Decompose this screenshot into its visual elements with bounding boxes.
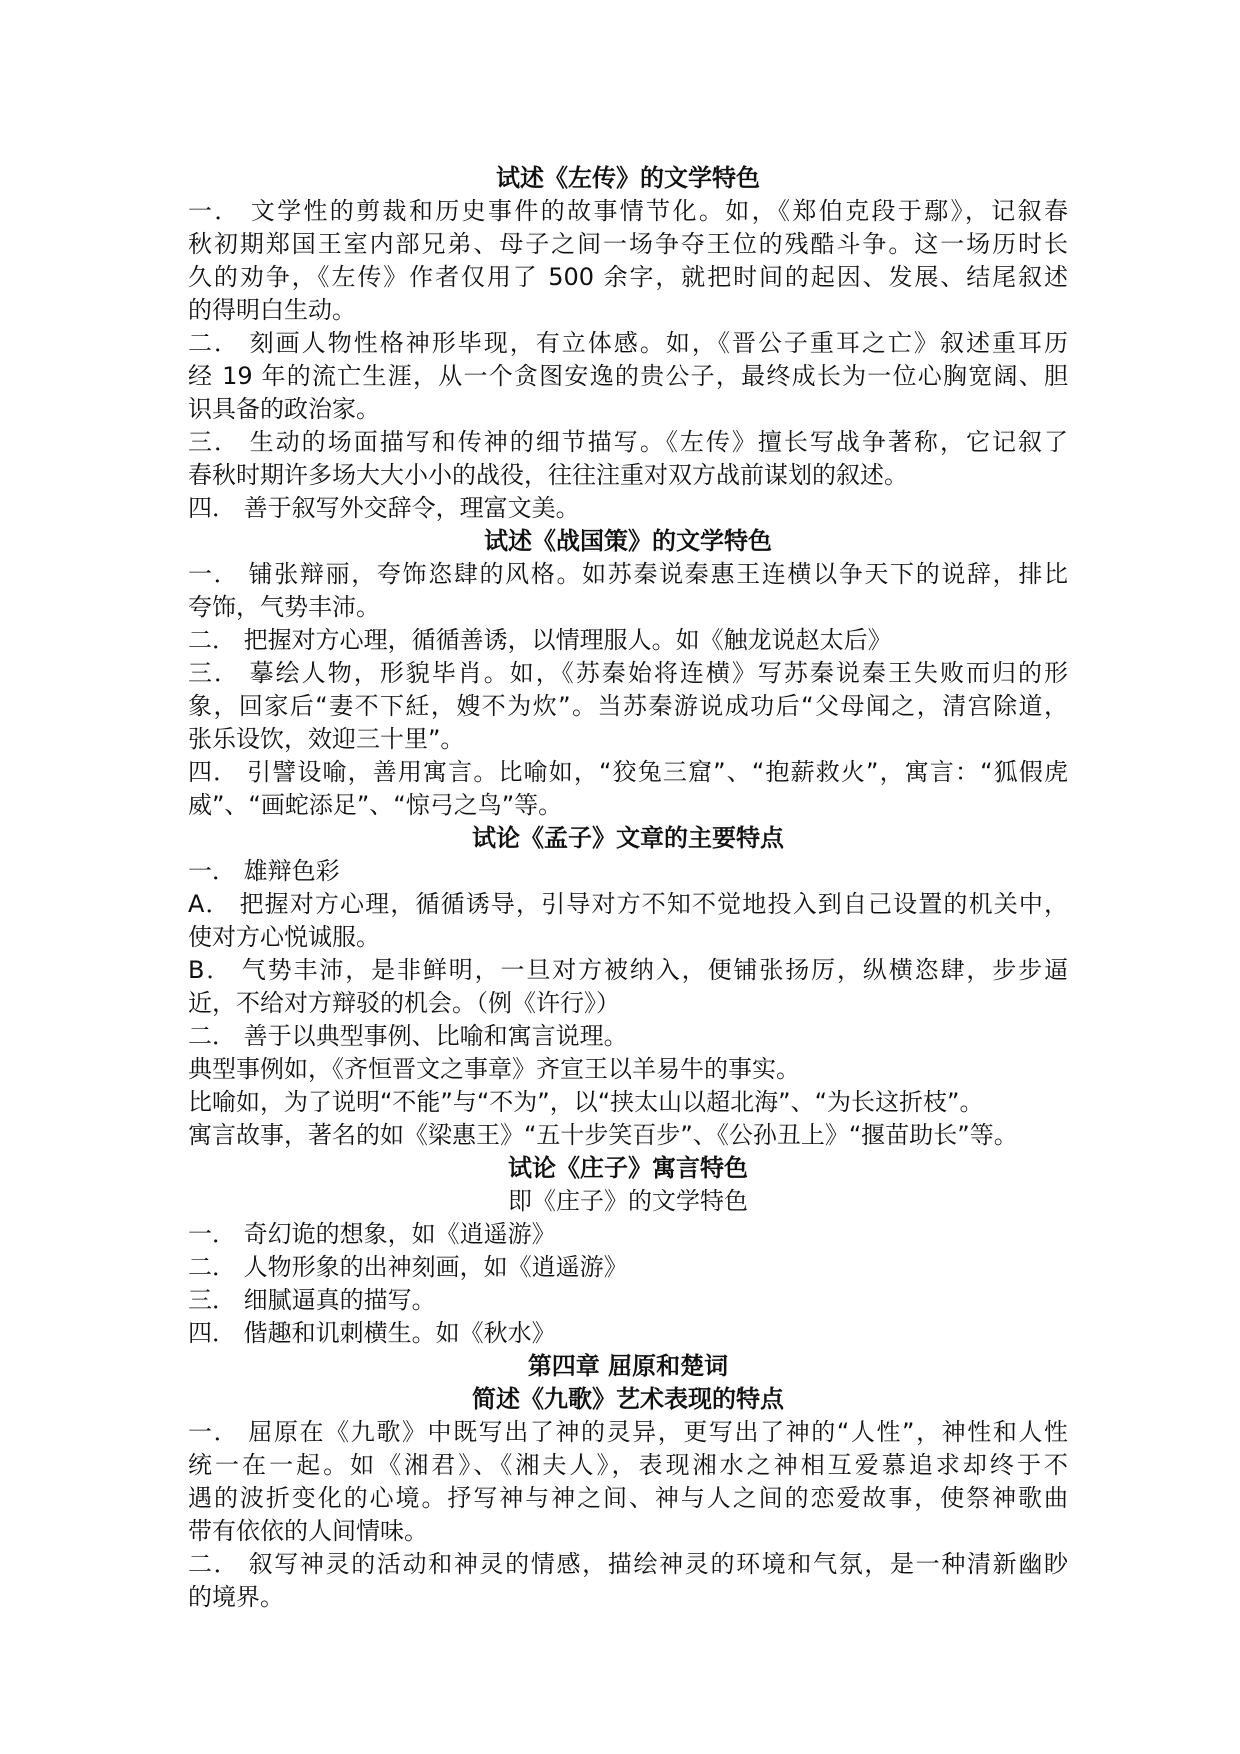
section-title: 试论《孟子》文章的主要特点 (472, 824, 784, 852)
text-line: 寓言故事，著名的如《梁惠王》“五十步笑百步”、《公孙丑上》“揠苗助长”等。 (188, 1121, 1018, 1149)
text-line: 二． 善于以典型事例、比喻和寓言说理。 (188, 1022, 628, 1050)
text-line: 近，不给对方辩驳的机会。（例《许行》） (188, 989, 620, 1017)
text-line: 一． 雄辩色彩 (188, 857, 340, 885)
text-line: 比喻如，为了说明“不能”与“不为”，以“挟太山以超北海”、“为长这折枝”。 (188, 1088, 984, 1116)
text-line: 的境界。 (188, 1583, 284, 1611)
text-line: 的得明白生动。 (188, 296, 356, 324)
chapter-title: 第四章 屈原和楚词 (527, 1352, 729, 1380)
text-line: 张乐设饮，效迎三十里”。 (188, 725, 465, 753)
text-line: 夸饰，气势丰沛。 (188, 593, 380, 621)
chapter-heading (188, 1350, 1068, 1383)
section-title: 试述《战国策》的文学特色 (484, 527, 772, 555)
text-line: 三． 生动的场面描写和传神的细节描写。《左传》擅长写战争著称，它记叙了 (188, 428, 1068, 456)
text-line: 秋初期郑国王室内部兄弟、母子之间一场争夺王位的残酷斗争。这一场历时长 (188, 230, 1068, 258)
text-line: 威”、“画蛇添足”、“惊弓之鸟”等。 (188, 791, 563, 819)
document-page (188, 162, 1068, 1614)
section-subtitle: 即《庄子》的文学特色 (508, 1187, 748, 1215)
section-zuozhuan (188, 162, 1068, 525)
section-jiuge (188, 1383, 1068, 1614)
text-line: 带有依依的人间情味。 (188, 1517, 428, 1545)
text-line: 四． 善于叙写外交辞令，理富文美。 (188, 494, 580, 522)
text-line: 一． 屈原在《九歌》中既写出了神的灵异，更写出了神的“人性”，神性和人性 (188, 1418, 1068, 1446)
text-line: 使对方心悦诚服。 (188, 923, 380, 951)
text-line: 二． 刻画人物性格神形毕现，有立体感。如，《晋公子重耳之亡》叙述重耳历 (188, 329, 1068, 357)
text-line: A． 把握对方心理，循循诱导，引导对方不知不觉地投入到自己设置的机关中， (188, 890, 1068, 918)
text-line: 四． 引譬设喻，善用寓言。比喻如，“狡兔三窟”、“抱薪救火”，寓言：“狐假虎 (188, 758, 1068, 786)
text-line: 三． 摹绘人物，形貌毕肖。如，《苏秦始将连横》写苏秦说秦王失败而归的形 (188, 659, 1068, 687)
text-line: 久的劝争，《左传》作者仅用了 500 余字，就把时间的起因、发展、结尾叙述 (188, 263, 1068, 291)
text-line: 统一在一起。如《湘君》、《湘夫人》，表现湘水之神相互爱慕追求却终于不 (188, 1451, 1068, 1479)
section-title: 试述《左传》的文学特色 (496, 164, 760, 192)
text-line: 典型事例如，《齐恒晋文之事章》齐宣王以羊易牛的事实。 (188, 1055, 800, 1083)
text-line: 遇的波折变化的心境。抒写神与神之间、神与人之间的恋爱故事，使祭神歌曲 (188, 1484, 1068, 1512)
text-line: 识具备的政治家。 (188, 395, 380, 423)
section-zhanguoce (188, 525, 1068, 822)
text-line: B． 气势丰沛，是非鲜明，一旦对方被纳入，便铺张扬厉，纵横恣肆，步步逼 (188, 956, 1068, 984)
text-line: 二． 叙写神灵的活动和神灵的情感，描绘神灵的环境和气氛，是一种清新幽眇 (188, 1550, 1068, 1578)
text-line: 四． 偕趣和讥刺横生。如《秋水》 (188, 1319, 556, 1347)
text-line: 三． 细腻逼真的描写。 (188, 1286, 436, 1314)
text-line: 一． 铺张辩丽，夸饰恣肆的风格。如苏秦说秦惠王连横以争天下的说辞，排比 (188, 560, 1068, 588)
section-title: 简述《九歌》艺术表现的特点 (472, 1385, 784, 1413)
text-line: 二． 把握对方心理，循循善诱，以情理服人。如《触龙说赵太后》 (188, 626, 892, 654)
text-line: 一． 奇幻诡的想象，如《逍遥游》 (188, 1220, 556, 1248)
text-line: 一． 文学性的剪裁和历史事件的故事情节化。如，《郑伯克段于鄢》，记叙春 (188, 197, 1068, 225)
section-zhuangzi (188, 1152, 1068, 1350)
text-line: 春秋时期许多场大大小小的战役，往往注重对双方战前谋划的叙述。 (188, 461, 908, 489)
text-line: 二． 人物形象的出神刻画，如《逍遥游》 (188, 1253, 628, 1281)
section-mengzi (188, 822, 1068, 1152)
text-line: 象，回家后“妻不下紝，嫂不为炊”。当苏秦游说成功后“父母闻之，清宫除道， (188, 692, 1068, 720)
text-line: 经 19 年的流亡生涯，从一个贪图安逸的贵公子，最终成长为一位心胸宽阔、胆 (188, 362, 1068, 390)
section-title: 试论《庄子》寓言特色 (508, 1154, 748, 1182)
